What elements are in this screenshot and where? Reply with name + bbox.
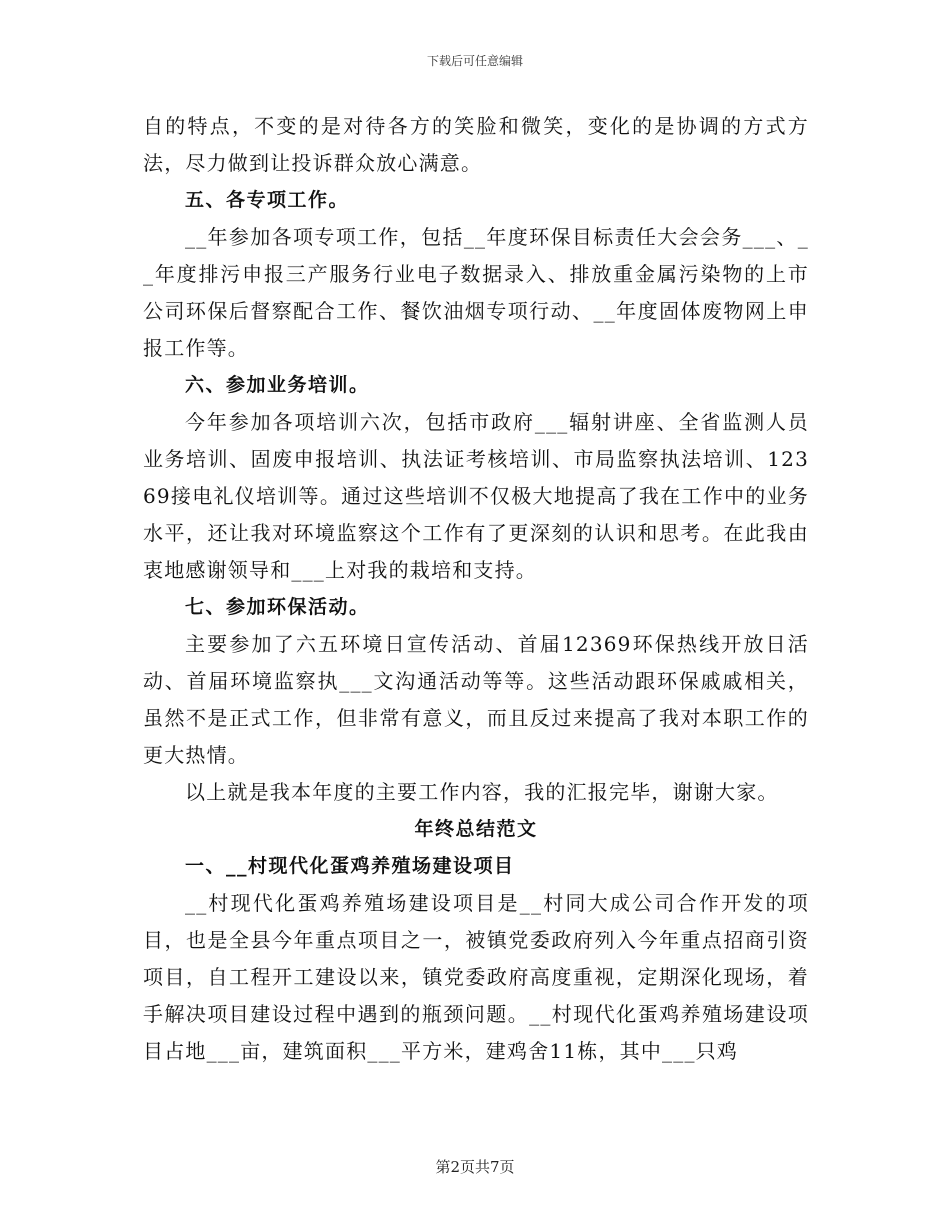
page-footer: 第2页共7页	[435, 1158, 515, 1176]
paragraph-special-work: __年参加各项专项工作，包括__年度环保目标责任大会会务___、__年度排污申报三产服务行业电子数据录入、排放重金属污染物的上市公司环保后督察配合工作、餐饮油烟专项行动、__年度固体废物网上申报工作等。	[143, 225, 809, 360]
section-heading-7: 七、参加环保活动。	[185, 596, 370, 618]
paragraph-training: 今年参加各项培训六次，包括市政府___辐射讲座、全省监测人员业务培训、固废申报培训、执法证考核培训、市局监察执法培训、12369接电礼仪培训等。通过这些培训不仅极大地提高了我在工作中的业务水平，还让我对环境监察这个工作有了更深刻的认识和思考。在此我由衷地感谢领导和___上对我的栽培和支持。	[143, 410, 809, 582]
document-title: 年终总结范文	[414, 818, 538, 840]
paragraph-closing: 以上就是我本年度的主要工作内容，我的汇报完毕，谢谢大家。	[185, 780, 779, 804]
section-heading-6: 六、参加业务培训。	[185, 374, 370, 396]
paragraph-continuation: 自的特点，不变的是对待各方的笑脸和微笑，变化的是协调的方式方法，尽力做到让投诉群众放心满意。	[143, 114, 809, 175]
document-body	[143, 108, 809, 1070]
paragraph-activities: 主要参加了六五环境日宣传活动、首届12369环保热线开放日活动、首届环境监察执___文沟通活动等等。这些活动跟环保戚戚相关，虽然不是正式工作，但非常有意义，而且反过来提高了我对本职工作的更大热情。	[143, 632, 809, 767]
page-header: 下载后可任意编辑	[426, 54, 523, 68]
paragraph-project: __村现代化蛋鸡养殖场建设项目是__村同大成公司合作开发的项目，也是全县今年重点项目之一，被镇党委政府列入今年重点招商引资项目，自工程开工建设以来，镇党委政府高度重视，定期深化现场，着手解决项目建设过程中遇到的瓶颈问题。__村现代化蛋鸡养殖场建设项目占地___亩，建筑面积___平方米，建鸡舍11栋，其中___只鸡	[143, 891, 809, 1063]
section-heading-5: 五、各专项工作。	[185, 189, 350, 211]
section-heading-1: 一、__村现代化蛋鸡养殖场建设项目	[185, 855, 515, 877]
